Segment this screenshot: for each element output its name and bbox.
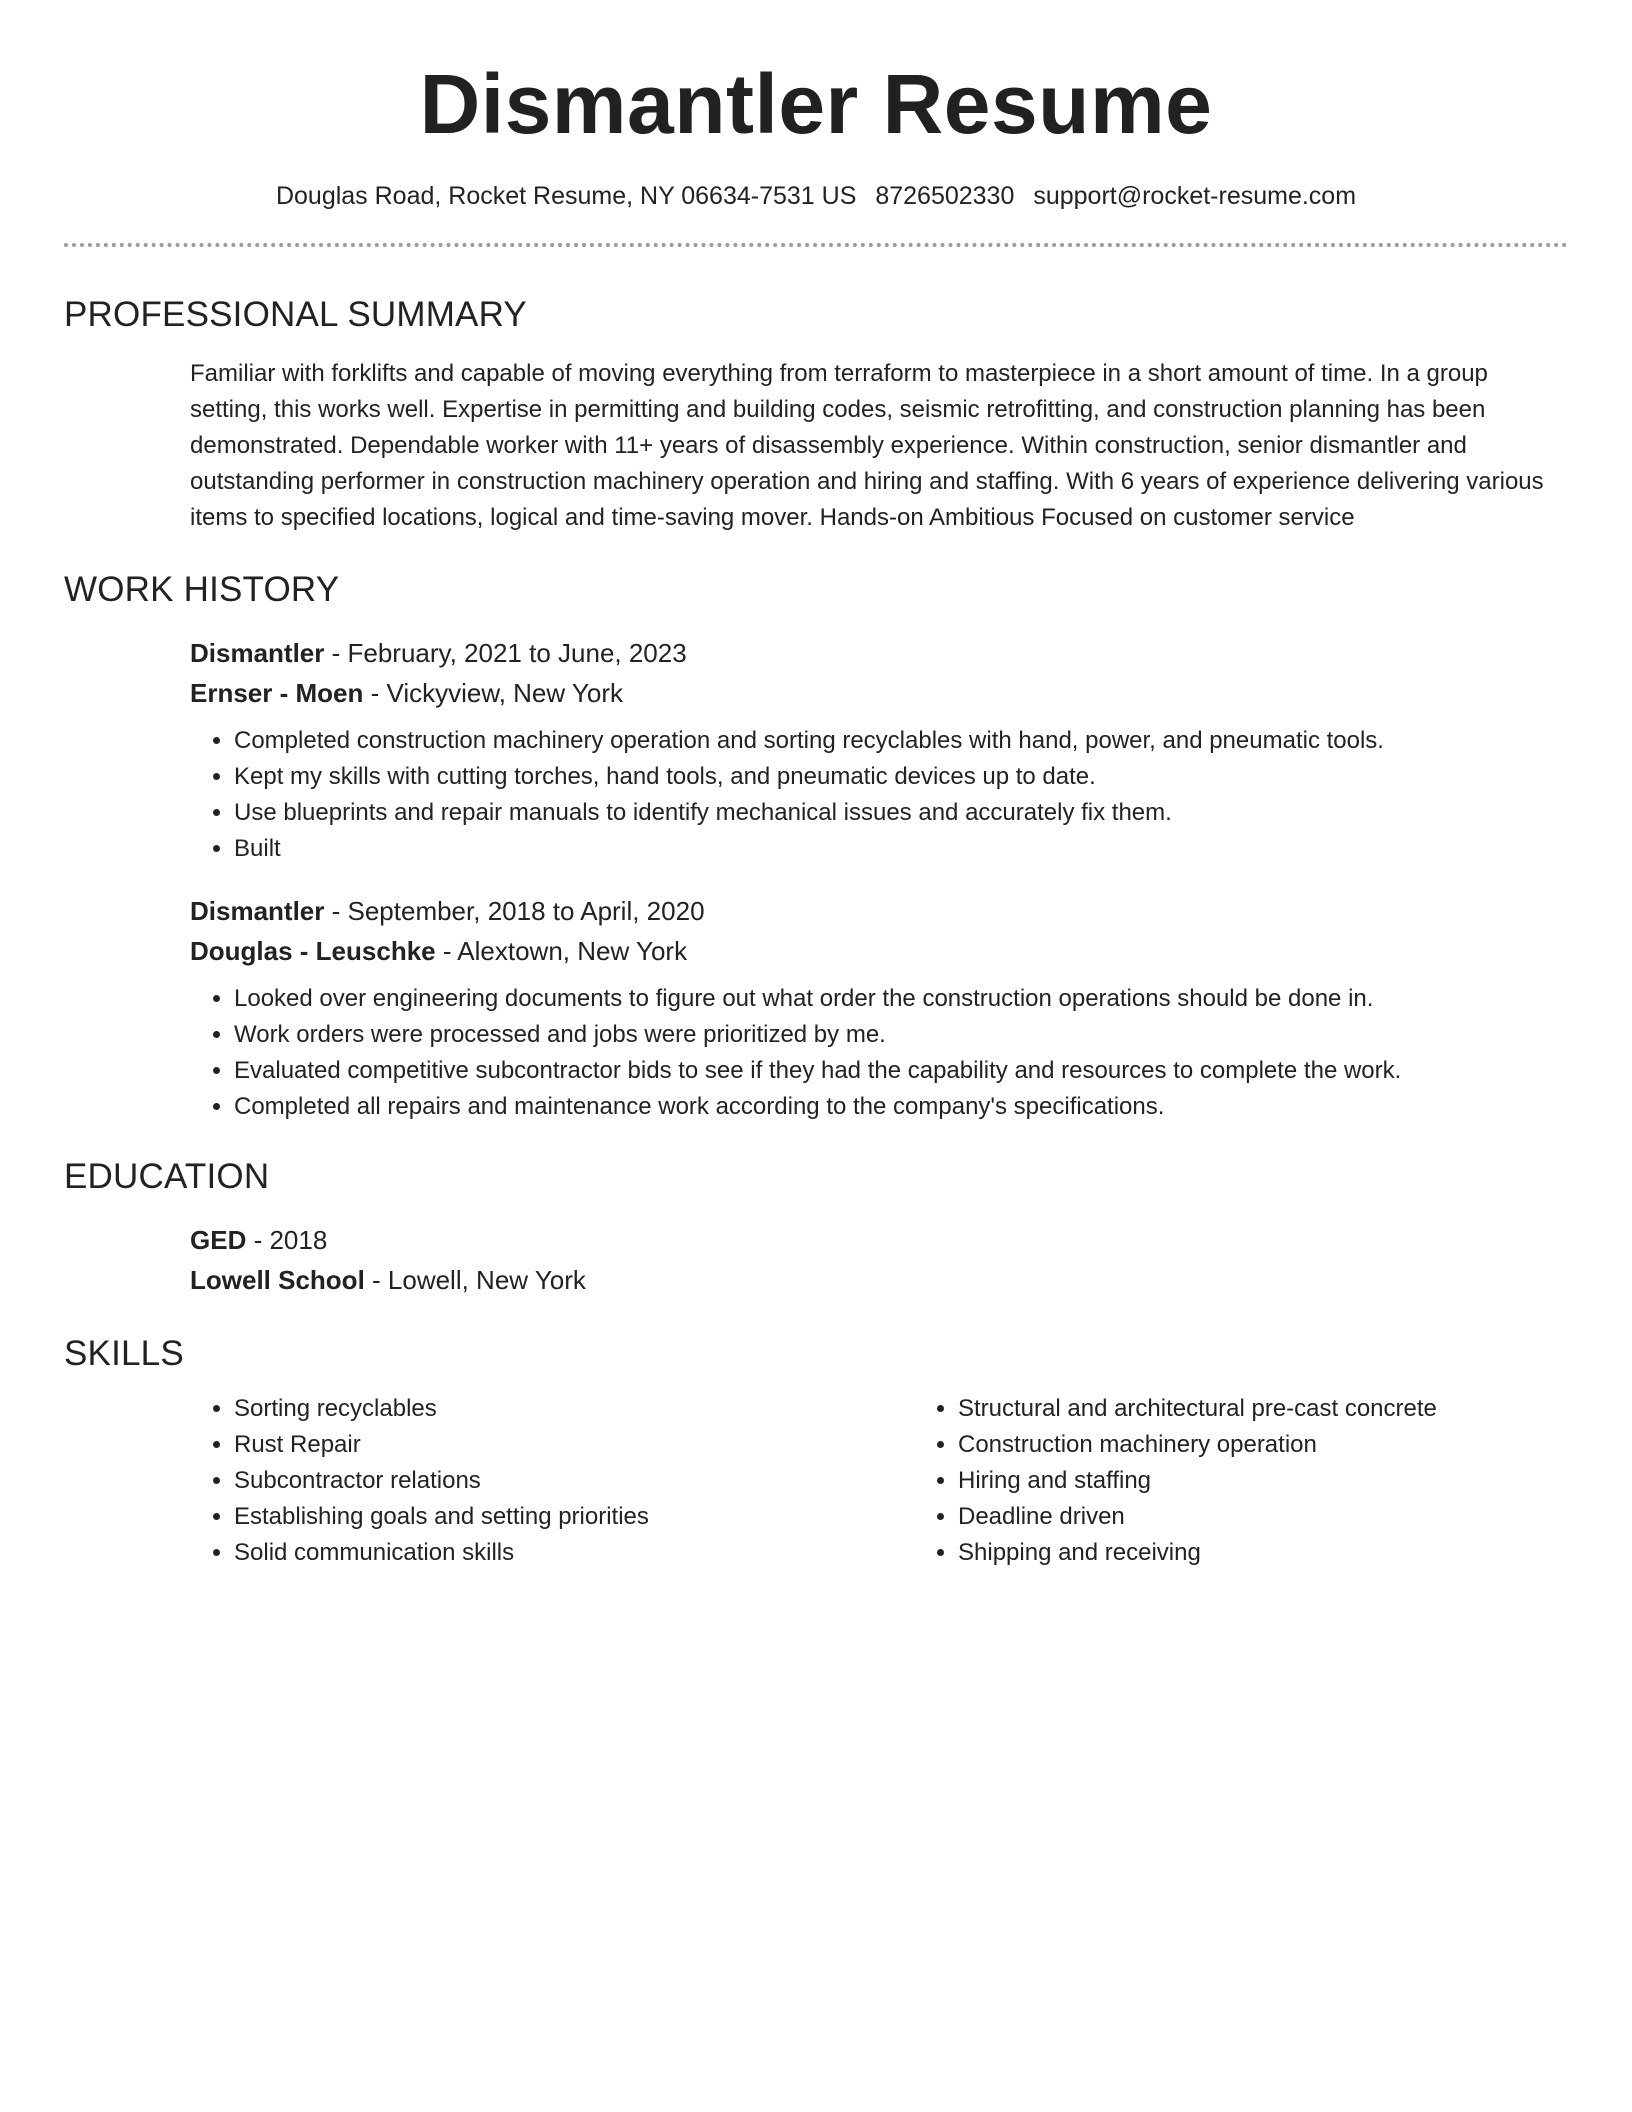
skill-item: • Sorting recyclables <box>234 1391 914 1427</box>
education-year: - 2018 <box>246 1225 328 1255</box>
job-bullet: • Built <box>234 831 1568 867</box>
skill-item: • Hiring and staffing <box>958 1463 1558 1499</box>
job-company: Douglas - Leuschke <box>190 936 436 966</box>
skill-item: • Solid communication skills <box>234 1535 914 1571</box>
job-entry <box>190 633 1568 867</box>
education-degree-line <box>190 1220 1568 1260</box>
skill-item: • Structural and architectural pre-cast concrete <box>958 1391 1558 1427</box>
job-bullet: • Use blueprints and repair manuals to identify mechanical issues and accurately fix them. <box>234 795 1568 831</box>
job-location: - Vickyview, New York <box>363 678 623 708</box>
summary-text: Familiar with forklifts and capable of moving everything from terraform to masterpiece in a short amount of time. In a group setting, this works well. Expertise in permitting and building codes, seismic retrofitting, and construction planning has been demonstrated. Dependable worker with 11+ years of disassembly experience. Within construction, senior dismantler and outstanding performer in construction machinery operation and hiring and staffing. With 6 years of experience delivering various items to specified locations, logical and time-saving mover. Hands-on Ambitious Focused on customer service <box>190 360 1544 531</box>
contact-phone: 8726502330 <box>875 182 1015 210</box>
job-company-line <box>190 673 1568 713</box>
job-bullets <box>190 981 1568 1125</box>
education-degree: GED <box>190 1225 247 1255</box>
header-divider <box>64 243 1568 247</box>
education-school: Lowell School <box>190 1265 365 1295</box>
job-entry <box>190 891 1568 1125</box>
job-bullet: • Completed construction machinery operation and sorting recyclables with hand, power, and pneumatic tools. <box>234 723 1568 759</box>
job-dates: - February, 2021 to June, 2023 <box>324 638 687 668</box>
skill-item: • Construction machinery operation <box>958 1427 1558 1463</box>
job-role: Dismantler <box>190 896 325 926</box>
skills-column-right <box>914 1391 1558 1571</box>
education-location: - Lowell, New York <box>364 1265 586 1295</box>
job-dates: - September, 2018 to April, 2020 <box>324 896 705 926</box>
education-school-line <box>190 1260 1568 1300</box>
work-history-heading: WORK HISTORY <box>64 570 340 609</box>
contact-address: Douglas Road, Rocket Resume, NY 06634-7531 US <box>275 182 857 210</box>
job-bullet: • Evaluated competitive subcontractor bids to see if they had the capability and resources to complete the work. <box>234 1053 1568 1089</box>
job-bullets <box>190 723 1568 867</box>
job-company-line <box>190 931 1568 971</box>
job-role: Dismantler <box>190 638 325 668</box>
skill-item: • Deadline driven <box>958 1499 1558 1535</box>
contact-line <box>64 182 1568 211</box>
job-title-line <box>190 891 1568 931</box>
skills-column-left <box>190 1391 914 1571</box>
contact-email: support@rocket-resume.com <box>1033 182 1357 210</box>
job-bullet: • Completed all repairs and maintenance work according to the company's specifications. <box>234 1089 1568 1125</box>
job-bullet: • Kept my skills with cutting torches, hand tools, and pneumatic devices up to date. <box>234 759 1568 795</box>
job-title-line <box>190 633 1568 673</box>
job-bullet: • Work orders were processed and jobs were prioritized by me. <box>234 1017 1568 1053</box>
job-company: Ernser - Moen <box>190 678 364 708</box>
skill-item: • Establishing goals and setting priorities <box>234 1499 914 1535</box>
education-heading: EDUCATION <box>64 1157 270 1196</box>
skill-item: • Subcontractor relations <box>234 1463 914 1499</box>
skill-item: • Shipping and receiving <box>958 1535 1558 1571</box>
job-location: - Alextown, New York <box>435 936 688 966</box>
skills-list <box>190 1391 1568 1571</box>
summary-heading: PROFESSIONAL SUMMARY <box>64 295 527 334</box>
job-bullet: • Looked over engineering documents to figure out what order the construction operations should be done in. <box>234 981 1568 1017</box>
resume-name: Dismantler Resume <box>419 57 1213 151</box>
skills-heading: SKILLS <box>64 1334 184 1373</box>
education-entry <box>190 1220 1568 1300</box>
skill-item: • Rust Repair <box>234 1427 914 1463</box>
